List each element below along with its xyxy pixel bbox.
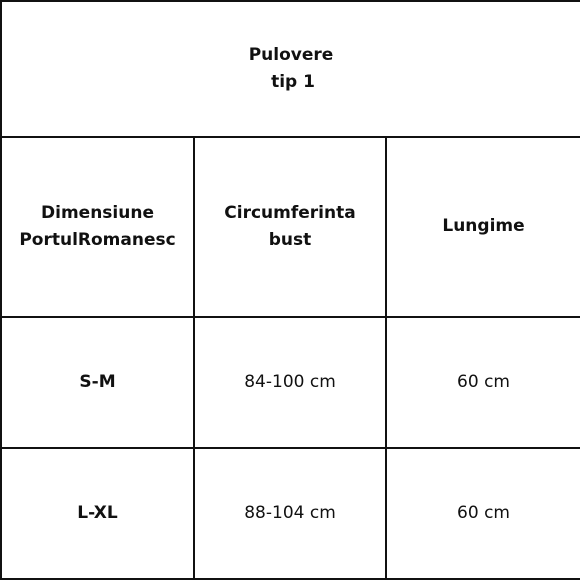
header-size-line-1: Dimensiune	[41, 202, 154, 223]
header-size-line-2: PortulRomanesc	[19, 229, 176, 250]
table-row	[1, 448, 580, 579]
length-cell: 60 cm	[386, 317, 580, 448]
table-title-cell	[1, 1, 580, 137]
size-cell: L-XL	[1, 448, 194, 579]
bust-cell: 84-100 cm	[194, 317, 386, 448]
header-cell-bust	[194, 137, 386, 316]
bust-cell: 88-104 cm	[194, 448, 386, 579]
header-bust-line-2: bust	[268, 229, 312, 250]
header-cell-length	[386, 137, 580, 316]
table-row	[1, 317, 580, 448]
header-length-line-1: Lungime	[442, 216, 525, 237]
title-row	[1, 1, 580, 137]
size-cell: S-M	[1, 317, 194, 448]
length-cell: 60 cm	[386, 448, 580, 579]
table-title-line-1: Pulovere	[248, 45, 334, 66]
table-title-line-2: tip 1	[271, 72, 315, 93]
header-cell-size	[1, 137, 194, 316]
header-bust-line-1: Circumferinta	[224, 202, 356, 223]
header-row	[1, 137, 580, 316]
